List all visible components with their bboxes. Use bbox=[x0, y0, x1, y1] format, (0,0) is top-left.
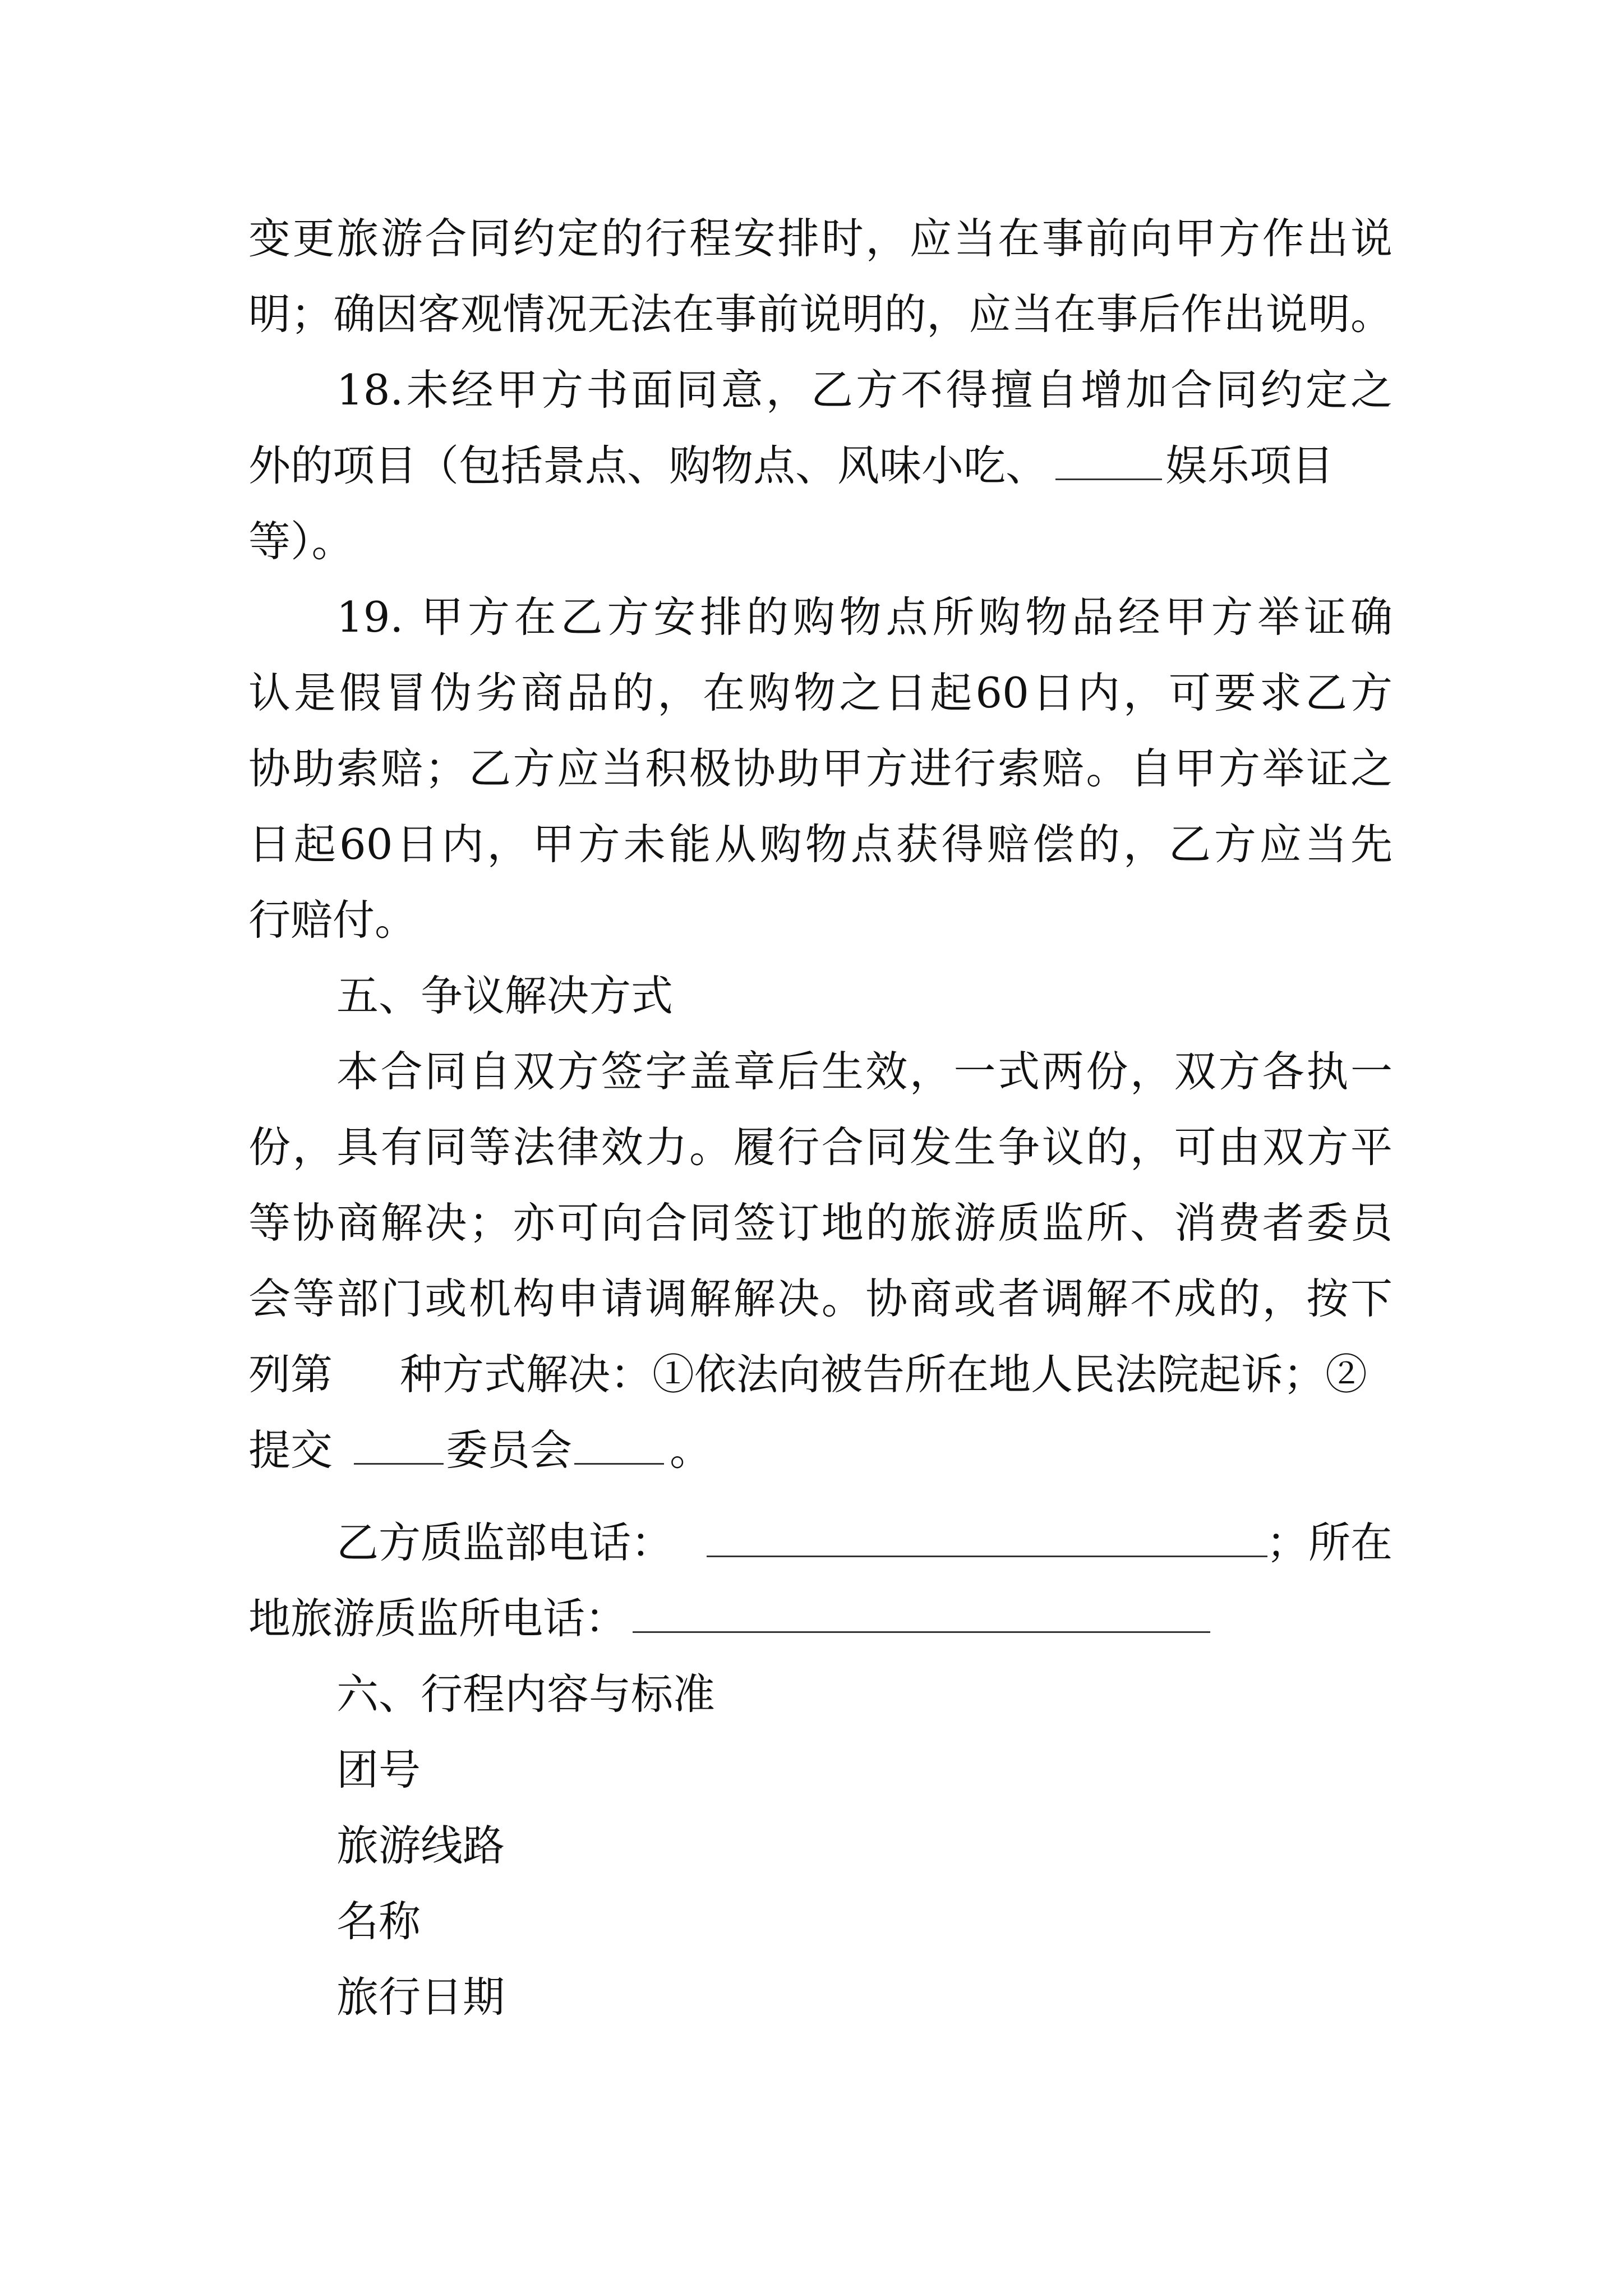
phone-label: 乙方质监部电话： bbox=[336, 1518, 674, 1567]
clause-18-line: 18.未经甲方书面同意，乙方不得擅自增加合同约定之 bbox=[336, 365, 1393, 415]
paragraph-line: 份，具有同等法律效力。履行合同发生争议的，可由双方平 bbox=[248, 1122, 1393, 1172]
paragraph-text: 列第 bbox=[248, 1350, 333, 1399]
clause-19-line: 认是假冒伪劣商品的，在购物之日起60日内，可要求乙方 bbox=[248, 668, 1393, 717]
form-label: 旅行日期 bbox=[336, 1972, 505, 2022]
section-heading: 五、争议解决方式 bbox=[336, 971, 674, 1020]
phone-label: 地旅游质监所电话： bbox=[248, 1594, 628, 1643]
paragraph-text: 提交 bbox=[248, 1425, 333, 1475]
fill-in-blank bbox=[707, 1545, 1267, 1557]
clause-19-line: 日起60日内，甲方未能从购物点获得赔偿的，乙方应当先 bbox=[248, 820, 1393, 869]
clause-18-text: 娱乐项目 bbox=[1165, 441, 1334, 490]
phone-line bbox=[248, 1585, 1393, 1652]
form-label: 团号 bbox=[336, 1745, 421, 1795]
phone-line bbox=[336, 1509, 1393, 1576]
paragraph-line bbox=[248, 1416, 1393, 1484]
clause-18-line bbox=[248, 432, 1393, 499]
fill-in-blank bbox=[354, 1453, 444, 1465]
paragraph-text: 种方式解决：①依法向被告所在地人民法院起诉；② bbox=[400, 1350, 1368, 1399]
phone-label: ；所在 bbox=[1266, 1518, 1393, 1567]
fill-in-blank bbox=[574, 1453, 664, 1465]
paragraph-line bbox=[248, 1341, 1393, 1408]
paragraph-line: 本合同自双方签字盖章后生效，一式两份，双方各执一 bbox=[336, 1047, 1393, 1096]
paragraph-line: 变更旅游合同约定的行程安排时，应当在事前向甲方作出说 bbox=[248, 214, 1393, 263]
paragraph-text: 委员会 bbox=[446, 1425, 573, 1475]
section-heading: 六、行程内容与标准 bbox=[336, 1669, 716, 1719]
form-label: 名称 bbox=[336, 1897, 421, 1946]
clause-18-text: 外的项目（包括景点、购物点、风味小吃、 bbox=[248, 441, 1048, 490]
clause-19-line: 行赔付。 bbox=[248, 895, 417, 945]
paragraph-text: 。 bbox=[670, 1425, 712, 1475]
clause-19-line: 19. 甲方在乙方安排的购物点所购物品经甲方举证确 bbox=[336, 592, 1393, 642]
form-label: 旅游线路 bbox=[336, 1821, 505, 1870]
paragraph-line: 等协商解决；亦可向合同签订地的旅游质监所、消费者委员 bbox=[248, 1198, 1393, 1248]
paragraph-line: 会等部门或机构申请调解解决。协商或者调解不成的，按下 bbox=[248, 1274, 1393, 1323]
clause-18-line: 等）。 bbox=[248, 517, 354, 566]
clause-19-line: 协助索赔；乙方应当积极协助甲方进行索赔。自甲方举证之 bbox=[248, 744, 1393, 793]
fill-in-blank bbox=[1055, 468, 1162, 480]
paragraph-line: 明；确因客观情况无法在事前说明的，应当在事后作出说明。 bbox=[248, 289, 1393, 339]
fill-in-blank bbox=[633, 1621, 1210, 1633]
